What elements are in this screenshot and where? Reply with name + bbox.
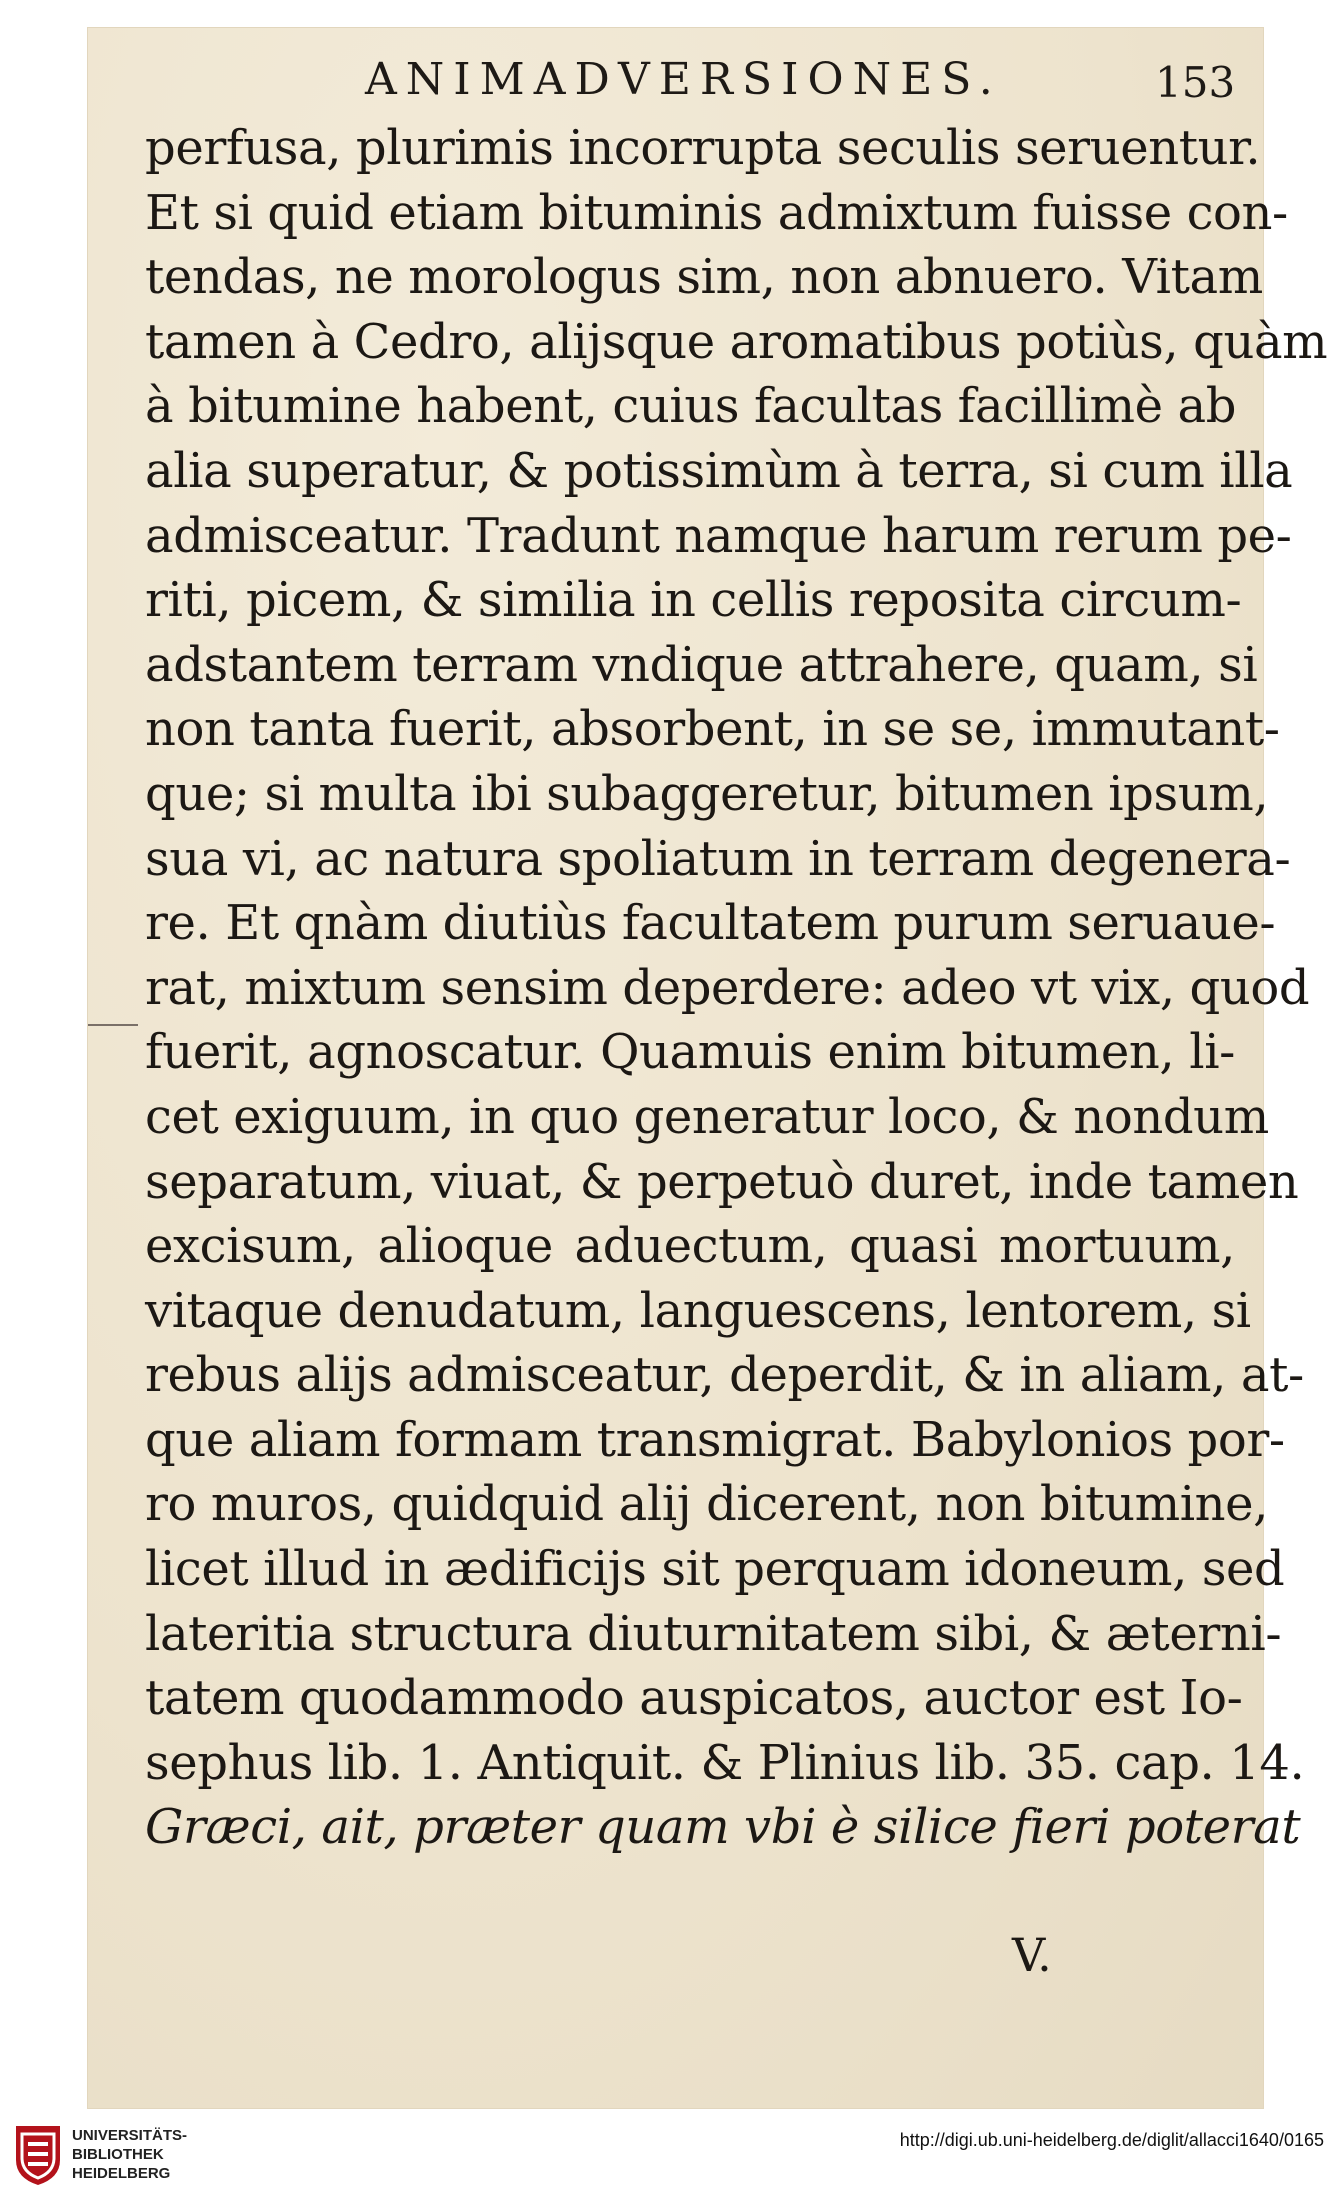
library-name-line: UNIVERSITÄTS- [72,2127,188,2144]
text-line: ro muros, quidquid alij dicerent, non bitumine, [145,1476,1269,1533]
text-line: que aliam formam transmigrat. Babylonios por- [145,1411,1285,1468]
library-name [72,2126,187,2183]
text-line: vitaque denudatum, languescens, lentorem, si [145,1282,1251,1339]
text-line: perfusa, plurimis incorrupta seculis seruentur. [145,120,1261,176]
text-line: riti, picem, & similia in cellis reposita circum- [145,572,1242,629]
text-line: tendas, ne morologus sim, non abnuero. Vitam [145,249,1263,306]
source-url-link[interactable]: http://digi.ub.uni-heidelberg.de/diglit/allacci1640/0165 [899,2130,1324,2150]
text-line: lateritia structura diuturnitatem sibi, & æterni- [145,1605,1282,1662]
text-line: à bitumine habent, cuius facultas facillimè ab [145,378,1237,435]
text-line: excisum, alioque aduectum, quasi mortuum, [145,1218,1235,1275]
text-line: rat, mixtum sensim deperdere: adeo vt vix, quod [145,959,1310,1016]
text-line: cet exiguum, in quo generatur loco, & nondum [145,1088,1269,1145]
page-edge-mark [88,1024,138,1026]
catchword: V. [1012,1928,1052,1982]
text-line: tatem quodammodo auspicatos, auctor est Io- [145,1670,1243,1727]
text-line: rebus alijs admisceatur, deperdit, & in aliam, at- [145,1347,1304,1404]
text-line: fuerit, agnoscatur. Quamuis enim bitumen, li- [145,1024,1235,1081]
running-title: ANIMADVERSIONES. [365,54,1002,105]
text-line: Et si quid etiam bituminis admixtum fuisse con- [145,184,1288,241]
text-line: admisceatur. Tradunt namque harum rerum pe- [145,507,1292,564]
text-line: separatum, viuat, & perpetuò duret, inde tamen [145,1153,1299,1210]
page-number: 153 [1155,58,1236,107]
text-line: licet illud in ædificijs sit perquam idoneum, sed [145,1541,1285,1598]
body-text [145,116,1328,1860]
text-line: alia superatur, & potissimùm à terra, si cum illa [145,442,1293,499]
page-header [145,44,1235,124]
text-line: non tanta fuerit, absorbent, in se se, immutant- [145,701,1280,758]
text-line: sua vi, ac natura spoliatum in terram degenera- [145,830,1291,887]
text-line: que; si multa ibi subaggeretur, bitumen ipsum, [145,765,1269,822]
university-seal-icon[interactable] [12,2122,64,2188]
text-line: adstantem terram vndique attrahere, quam, si [145,636,1258,693]
text-line: tamen à Cedro, alijsque aromatibus potiùs, quàm [145,313,1328,370]
library-name-line: BIBLIOTHEK [72,2146,164,2163]
text-line: re. Et qnàm diutiùs facultatem purum seruaue- [145,895,1276,952]
text-line-italic: Græci, ait, præter quam vbi è silice fieri poterat [145,1799,1301,1856]
footer-bar [0,2110,1338,2207]
library-name-line: HEIDELBERG [72,2165,171,2182]
text-line: sephus lib. 1. Antiquit. & Plinius lib. 35. cap. 14. [145,1734,1305,1791]
